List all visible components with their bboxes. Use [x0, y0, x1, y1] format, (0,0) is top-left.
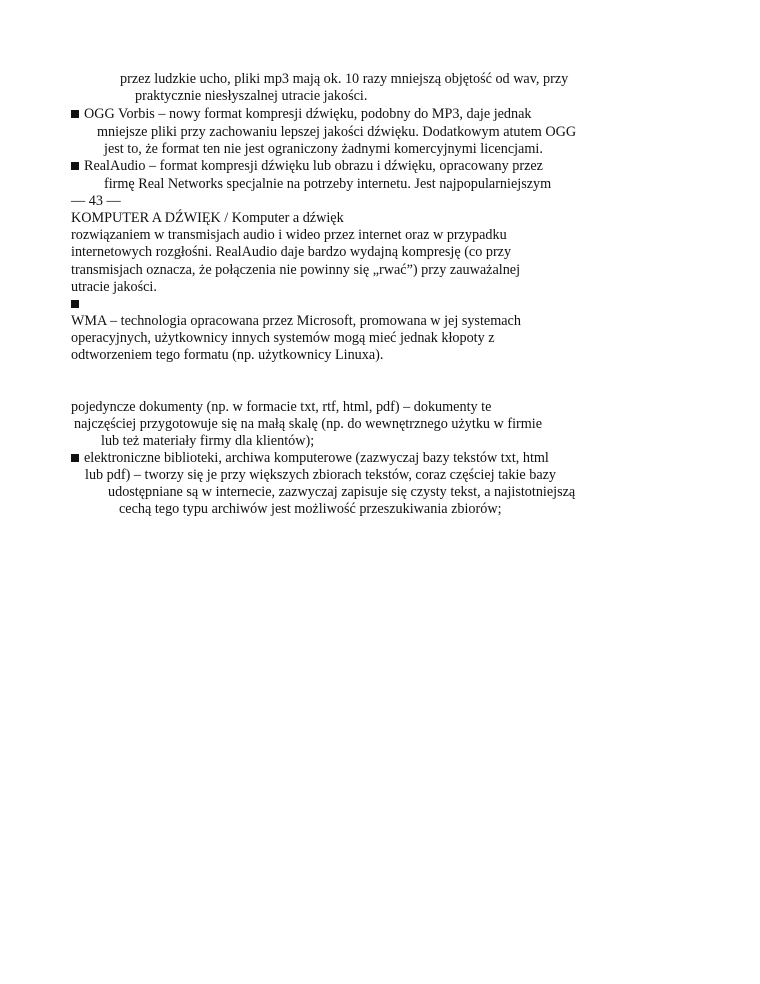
bullet-square-icon — [71, 162, 79, 170]
text-line: praktycznie niesłyszalnej utracie jakości. — [135, 88, 368, 104]
text-line: lub pdf) – tworzy się je przy większych zbiorach tekstów, coraz częściej takie bazy — [85, 467, 557, 483]
bullet-item-wma — [71, 296, 84, 313]
text-line: RealAudio – format kompresji dźwięku lub obrazu i dźwięku, opracowany przez — [84, 158, 543, 174]
text-line: transmisjach oznacza, że połączenia nie powinny się „rwać”) przy zauważalnej — [71, 262, 521, 278]
bullet-item-ogg — [71, 106, 532, 123]
bullet-item-realaudio — [71, 158, 543, 175]
page-number: — 43 — — [71, 193, 121, 209]
text-line: firmę Real Networks specjalnie na potrzeby internetu. Jest najpopularniejszym — [104, 176, 552, 192]
text-line: utracie jakości. — [71, 279, 157, 295]
text-line: rozwiązaniem w transmisjach audio i wideo przez internet oraz w przypadku — [71, 227, 507, 243]
text-line: cechą tego typu archiwów jest możliwość przeszukiwania zbiorów; — [119, 501, 502, 517]
text-line: internetowych rozgłośni. RealAudio daje bardzo wydajną kompresję (co przy — [71, 244, 512, 260]
text-line: najczęściej przygotowuje się na małą skalę (np. do wewnętrznego użytku w firmie — [74, 416, 543, 432]
text-line: jest to, że format ten nie jest ograniczony żadnymi komercyjnymi licencjami. — [104, 141, 543, 157]
bullet-square-icon — [71, 454, 79, 462]
text-line: lub też materiały firmy dla klientów); — [101, 433, 315, 449]
text-line: operacyjnych, użytkownicy innych systemów mogą mieć jednak kłopoty z — [71, 330, 495, 346]
text-line: udostępniane są w internecie, zazwyczaj zapisuje się czysty tekst, a najistotniejszą — [108, 484, 576, 500]
bullet-square-icon — [71, 300, 79, 308]
text-line: przez ludzkie ucho, pliki mp3 mają ok. 10 razy mniejszą objętość od wav, przy — [120, 71, 569, 87]
bullet-item-archives — [71, 450, 549, 467]
running-header: KOMPUTER A DŹWIĘK / Komputer a dźwięk — [71, 210, 344, 226]
text-line: mniejsze pliki przy zachowaniu lepszej jakości dźwięku. Dodatkowym atutem OGG — [97, 124, 577, 140]
text-line: OGG Vorbis – nowy format kompresji dźwięku, podobny do MP3, daje jednak — [84, 106, 532, 122]
text-line: WMA – technologia opracowana przez Microsoft, promowana w jej systemach — [71, 313, 521, 329]
text-line: elektroniczne biblioteki, archiwa komputerowe (zazwyczaj bazy tekstów txt, html — [84, 450, 549, 466]
text-line: odtworzeniem tego formatu (np. użytkownicy Linuxa). — [71, 347, 384, 363]
text-line: pojedyncze dokumenty (np. w formacie txt, rtf, html, pdf) – dokumenty te — [71, 399, 492, 415]
bullet-square-icon — [71, 110, 79, 118]
